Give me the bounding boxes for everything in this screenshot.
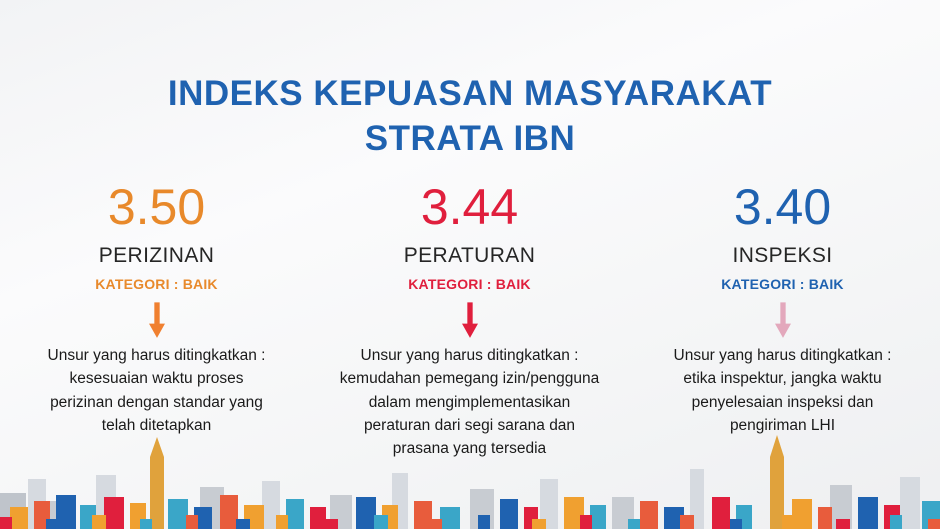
title-line-1: INDEKS KEPUASAN MASYARAKAT (167, 74, 773, 113)
note-perizinan: Unsur yang harus ditingkatkan : kesesuaian waktu proses perizinan dengan standar yang telah ditetapkan (47, 347, 266, 434)
score-label-inspeksi: INSPEKSI (732, 244, 833, 267)
note-inspeksi: Unsur yang harus ditingkatkan : etika inspektur, jangka waktu penyelesaian inspeksi dan pengiriman LHI (673, 347, 892, 434)
down-arrow-icon (775, 300, 791, 342)
kategori-badge-perizinan: KATEGORI : BAIK (95, 276, 218, 292)
title-line-2: STRATA IBN (364, 118, 576, 158)
down-arrow-icon (149, 300, 165, 342)
score-value-inspeksi: 3.40 (733, 179, 832, 235)
score-value-peraturan: 3.44 (420, 179, 519, 235)
arrow-wrap-inspeksi (640, 298, 925, 344)
score-columns (0, 179, 940, 460)
score-value-perizinan: 3.50 (107, 179, 206, 235)
page-title (0, 72, 940, 162)
column-perizinan (0, 179, 313, 460)
column-inspeksi (626, 179, 939, 460)
kategori-badge-inspeksi: KATEGORI : BAIK (721, 276, 844, 292)
column-peraturan (313, 179, 626, 460)
arrow-wrap-peraturan (327, 298, 612, 344)
arrow-wrap-perizinan (14, 298, 299, 344)
score-label-peraturan: PERATURAN (403, 244, 536, 267)
down-arrow-icon (462, 300, 478, 342)
score-label-perizinan: PERIZINAN (98, 244, 215, 267)
kategori-badge-peraturan: KATEGORI : BAIK (408, 276, 531, 292)
note-peraturan: Unsur yang harus ditingkatkan : kemudahan pemegang izin/pengguna dalam mengimplementasikan peraturan dari segi sarana dan prasana yang tersedia (339, 347, 600, 457)
